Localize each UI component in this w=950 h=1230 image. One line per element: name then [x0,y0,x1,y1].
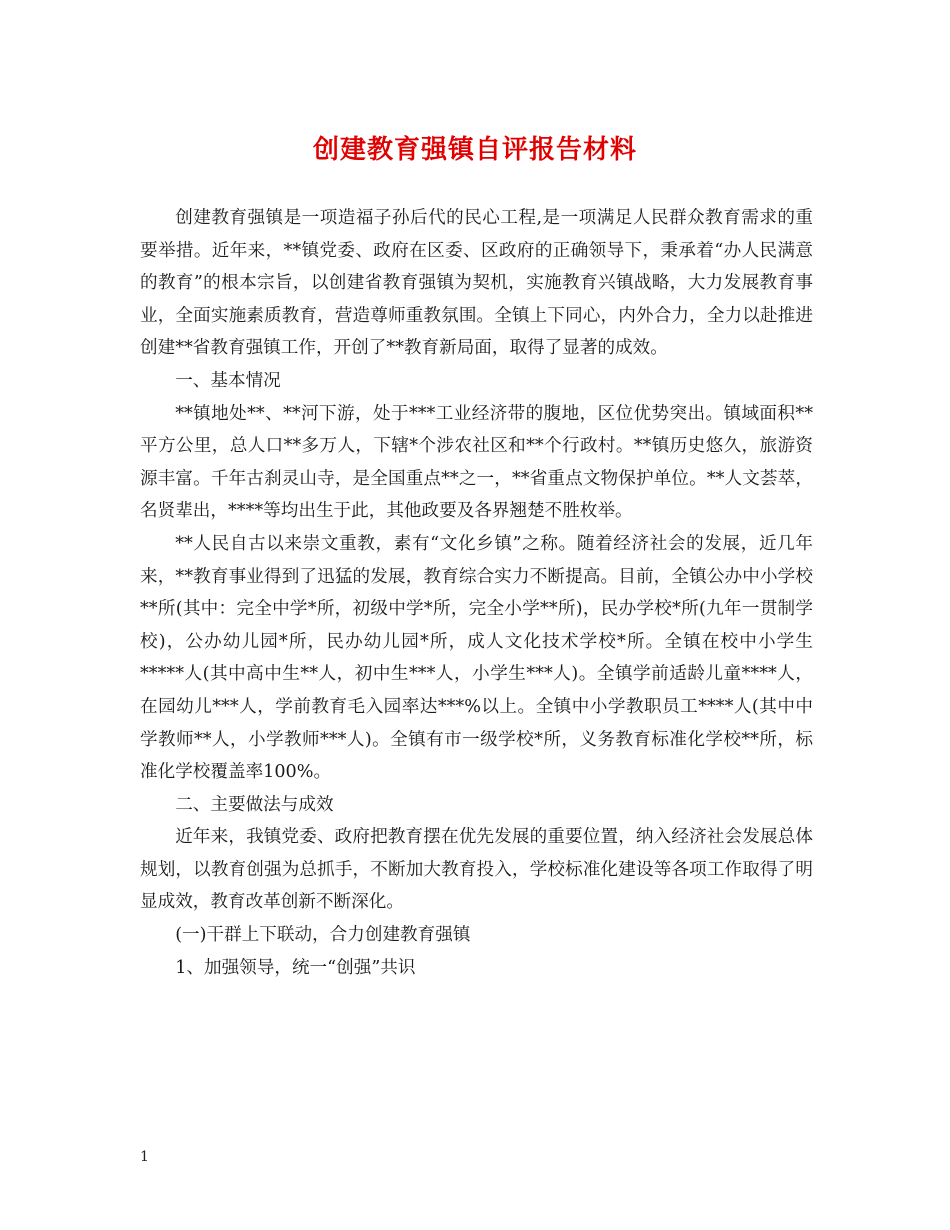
location-paragraph: **镇地处**、**河下游，处于***工业经济带的腹地，区位优势突出。镇域面积**平方公里，总人口**多万人，下辖*个涉农社区和**个行政村。**镇历史悠久，旅游资源丰富。千年古刹灵山寺，是全国重点**之一，**省重点文物保护单位。**人文荟萃，名贤辈出，****等均出生于此，其他政要及各界翘楚不胜枚举。 [140,403,813,522]
intro-paragraph: 创建教育强镇是一项造福子孙后代的民心工程,是一项满足人民群众教育需求的重要举措。近年来，**镇党委、政府在区委、区政府的正确领导下，秉承着“办人民满意的教育”的根本宗旨，以创建省教育强镇为契机，实施教育兴镇战略，大力发展教育事业，全面实施素质教育，营造尊师重教氛围。全镇上下同心，内外合力，全力以赴推进创建**省教育强镇工作，开创了**教育新局面，取得了显著的成效。 [140,208,813,359]
subsection-heading-1: (一)干群上下联动，合力创建教育强镇 [175,925,471,946]
page-number: 1 [140,1149,149,1165]
section-heading-basic-situation: 一、基本情况 [175,370,281,391]
section-heading-methods-results: 二、主要做法与成效 [175,794,334,815]
methods-paragraph: 近年来，我镇党委、政府把教育摆在优先发展的重要位置，纳入经济社会发展总体规划，以教育创强为总抓手，不断加大教育投入，学校标准化建设等各项工作取得了明显成效，教育改革创新不断深化。 [140,827,813,913]
document-title: 创建教育强镇自评报告材料 [312,135,637,165]
education-stats-paragraph: **人民自古以来崇文重教，素有“文化乡镇”之称。随着经济社会的发展，近几年来，**教育事业得到了迅猛的发展，教育综合实力不断提高。目前，全镇公办中小学校**所(其中：完全中学*所，初级中学*所，完全小学**所)，民办学校*所(九年一贯制学校)，公办幼儿园*所，民办幼儿园*所，成人文化技术学校*所。全镇在校中小学生*****人(其中高中生**人，初中生***人，小学生***人)。全镇学前适龄儿童****人，在园幼儿***人，学前教育毛入园率达***%以上。全镇中小学教职员工****人(其中中学教师**人，小学教师***人)。全镇有市一级学校*所，义务教育标准化学校**所，标准化学校覆盖率100%。 [140,533,813,783]
document-body [140,202,813,984]
subsection-item-1: 1、加强领导，统一“创强”共识 [175,957,416,978]
